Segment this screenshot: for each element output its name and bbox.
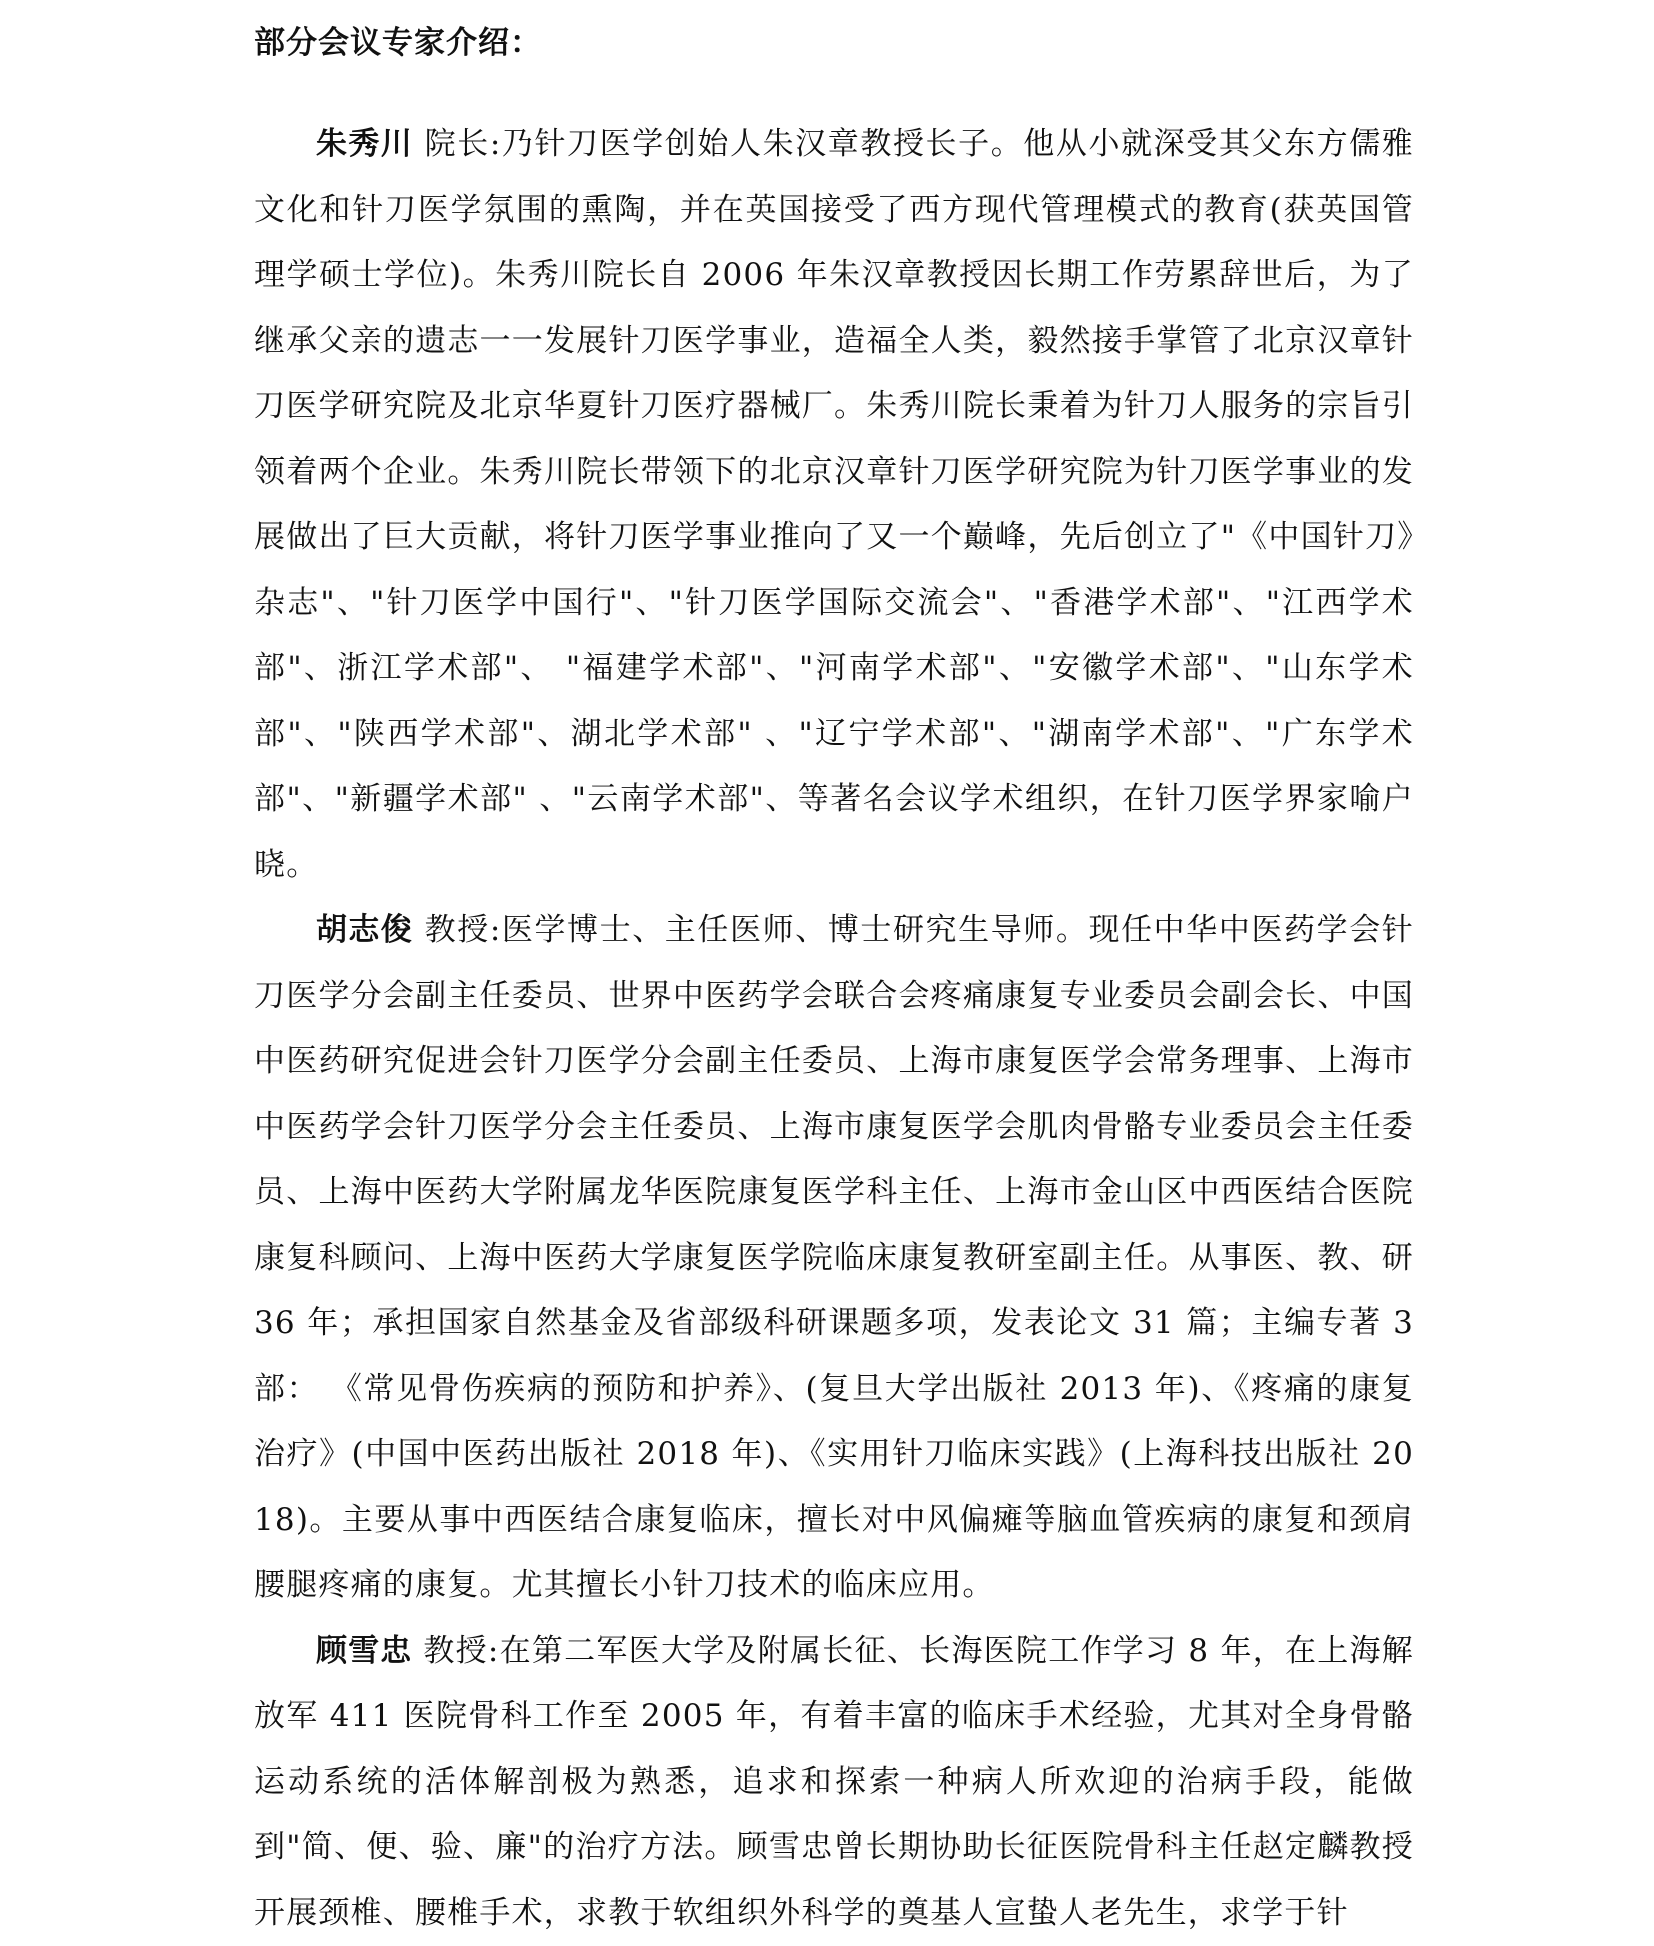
- section-heading: 部分会议专家介绍：: [254, 18, 1414, 68]
- expert-name: 朱秀川: [316, 126, 413, 162]
- expert-description: 教授:在第二军医大学及附属长征、长海医院工作学习 8 年，在上海解放军 411 医院骨科工作至 2005 年，有着丰富的临床手术经验，尤其对全身骨骼运动系统的活体解剖极为熟悉，追求和探索一种病人所欢迎的治病手段，能做到"简、便、验、廉"的治疗方法。顾雪忠曾长期协助长征医院骨科主任赵定麟教授开展颈椎、腰椎手术，求教于软组织外科学的奠基人宣蛰人老先生，求学于针: [254, 1633, 1414, 1931]
- expert-bio-zhu: [254, 112, 1414, 898]
- document-page: [254, 18, 1414, 1946]
- expert-description: 教授:医学博士、主任医师、博士研究生导师。现任中华中医药学会针刀医学分会副主任委员、世界中医药学会联合会疼痛康复专业委员会副会长、中国中医药研究促进会针刀医学分会副主任委员、上海市康复医学会常务理事、上海市中医药学会针刀医学分会主任委员、上海市康复医学会肌肉骨骼专业委员会主任委员、上海中医药大学附属龙华医院康复医学科主任、上海市金山区中西医结合医院康复科顾问、上海中医药大学康复医学院临床康复教研室副主任。从事医、教、研 36 年；承担国家自然基金及省部级科研课题多项，发表论文 31 篇；主编专著 3 部： 《常见骨伤疾病的预防和护养》、(复旦大学出版社 2013 年)、《疼痛的康复治疗》(中国中医药出版社 2018 年)、《实用针刀临床实践》(上海科技出版社 2018)。主要从事中西医结合康复临床，擅长对中风偏瘫等脑血管疾病的康复和颈肩腰腿疼痛的康复。尤其擅长小针刀技术的临床应用。: [254, 912, 1414, 1603]
- expert-name: 顾雪忠: [316, 1633, 412, 1669]
- expert-bio-gu: [254, 1619, 1414, 1946]
- expert-bio-hu: [254, 898, 1414, 1619]
- expert-name: 胡志俊: [316, 912, 413, 948]
- expert-description: 院长:乃针刀医学创始人朱汉章教授长子。他从小就深受其父东方儒雅文化和针刀医学氛围的熏陶，并在英国接受了西方现代管理模式的教育(获英国管理学硕士学位)。朱秀川院长自 2006 年朱汉章教授因长期工作劳累辞世后，为了继承父亲的遗志一一发展针刀医学事业，造福全人类，毅然接手掌管了北京汉章针刀医学研究院及北京华夏针刀医疗器械厂。朱秀川院长秉着为针刀人服务的宗旨引领着两个企业。朱秀川院长带领下的北京汉章针刀医学研究院为针刀医学事业的发展做出了巨大贡献，将针刀医学事业推向了又一个巅峰，先后创立了"《中国针刀》杂志"、"针刀医学中国行"、"针刀医学国际交流会"、"香港学术部"、"江西学术部"、浙江学术部"、 "福建学术部"、"河南学术部"、"安徽学术部"、"山东学术部"、"陕西学术部"、湖北学术部" 、"辽宁学术部"、"湖南学术部"、"广东学术部"、"新疆学术部" 、"云南学术部"、等著名会议学术组织，在针刀医学界家喻户晓。: [254, 126, 1414, 883]
